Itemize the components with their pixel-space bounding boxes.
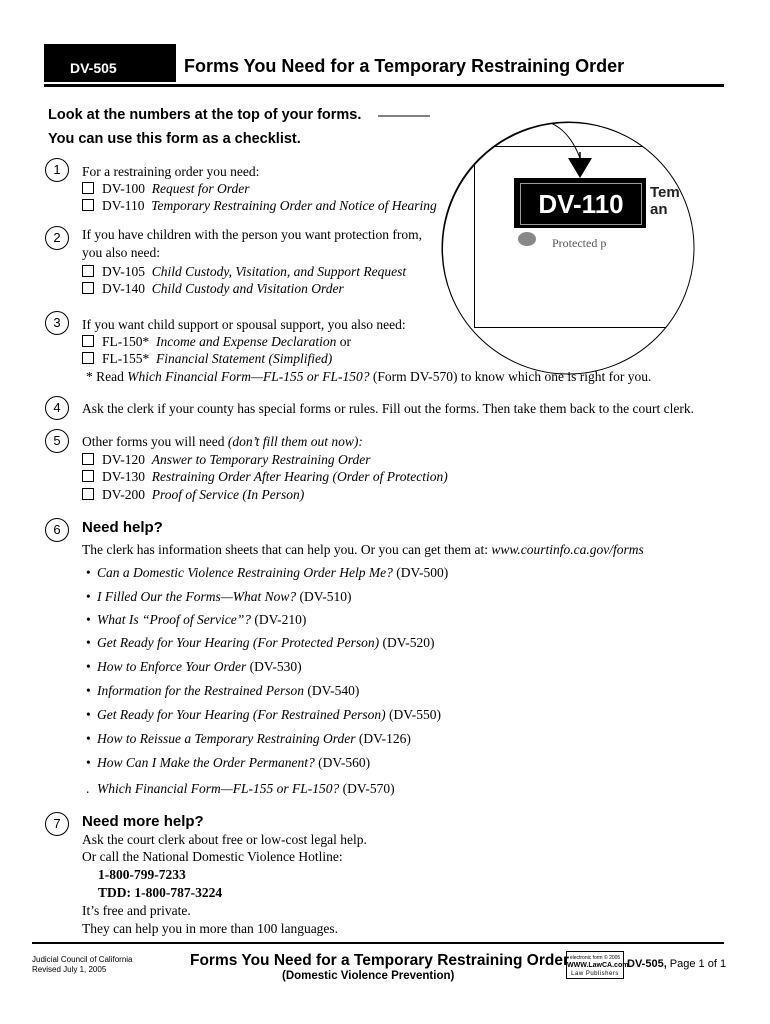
checklist-item[interactable]: DV-105 Child Custody, Visitation, and Support Request bbox=[82, 263, 406, 280]
s7-line-4: They can help you in more than 100 languages. bbox=[82, 921, 339, 936]
info-sheet-item bbox=[86, 612, 306, 628]
bullet-icon: • bbox=[86, 612, 91, 627]
step-number-6: 6 bbox=[45, 518, 69, 542]
info-sheet-code: (DV-500) bbox=[392, 565, 449, 580]
checklist-item[interactable]: DV-120 Answer to Temporary Restraining Order bbox=[82, 451, 371, 468]
info-sheet-code: (DV-126) bbox=[355, 731, 411, 746]
checkbox[interactable] bbox=[82, 182, 94, 194]
checkbox[interactable] bbox=[82, 352, 94, 364]
section-heading-need-help: Need help? bbox=[82, 519, 163, 536]
info-sheet-item bbox=[86, 589, 352, 605]
checklist-item[interactable]: DV-140 Child Custody and Visitation Order bbox=[82, 280, 344, 297]
bullet-icon: • bbox=[86, 565, 91, 580]
checklist-item[interactable]: DV-100 Request for Order bbox=[82, 180, 250, 197]
footer-subtitle: (Domestic Violence Prevention) bbox=[282, 970, 455, 982]
checkbox[interactable] bbox=[82, 470, 94, 482]
intro-line-2: You can use this form as a checklist. bbox=[48, 131, 301, 147]
info-sheet-item bbox=[86, 781, 395, 797]
info-sheet-code: (DV-550) bbox=[385, 707, 441, 722]
magnified-badge-code: DV-110 bbox=[520, 183, 642, 225]
bullet-icon: • bbox=[86, 707, 91, 722]
checkbox[interactable] bbox=[82, 282, 94, 294]
info-sheet-title: How to Reissue a Temporary Restraining Order bbox=[97, 731, 356, 746]
info-sheet-title: I Filled Our the Forms—What Now? bbox=[97, 589, 297, 604]
info-sheet-item bbox=[86, 635, 434, 651]
info-sheet-item bbox=[86, 731, 411, 747]
info-sheet-item bbox=[86, 707, 441, 723]
info-sheet-code: (DV-210) bbox=[250, 612, 307, 627]
bullet-icon: • bbox=[86, 755, 91, 770]
courtinfo-link[interactable]: www.courtinfo.ca.gov/forms bbox=[491, 542, 644, 557]
info-sheet-title: Information for the Restrained Person bbox=[97, 683, 304, 698]
info-sheet-title: How to Enforce Your Order bbox=[97, 659, 247, 674]
form-code: DV-505 bbox=[70, 60, 117, 76]
info-sheet-title: Which Financial Form—FL-155 or FL-150? bbox=[97, 781, 340, 796]
bullet-icon: • bbox=[86, 659, 91, 674]
checkbox[interactable] bbox=[82, 488, 94, 500]
s4-text: Ask the clerk if your county has special forms or rules. Fill out the forms. Then take them back to the court clerk. bbox=[82, 401, 694, 416]
checkbox[interactable] bbox=[82, 265, 94, 277]
footer-publisher-info: Judicial Council of California Revised July 1, 2005 bbox=[32, 955, 133, 974]
hotline-phone[interactable]: 1-800-799-7233 bbox=[98, 867, 186, 882]
checkbox[interactable] bbox=[82, 453, 94, 465]
header-rule bbox=[44, 84, 724, 87]
checklist-item[interactable]: FL-150* Income and Expense Declaration or bbox=[82, 333, 351, 350]
step-number-1: 1 bbox=[45, 158, 69, 182]
step-number-3: 3 bbox=[45, 311, 69, 335]
s5-lead: Other forms you will need (don’t fill them out now): bbox=[82, 434, 363, 449]
bullet-icon: . bbox=[86, 781, 90, 796]
info-sheet-item bbox=[86, 659, 302, 675]
s6-lead: The clerk has information sheets that can help you. Or you can get them at: www.courtinfo.ca.gov/forms bbox=[82, 542, 644, 557]
s2-lead-1: If you have children with the person you want protection from, bbox=[82, 227, 423, 242]
checklist-item[interactable]: DV-200 Proof of Service (In Person) bbox=[82, 486, 304, 503]
intro-line-1: Look at the numbers at the top of your forms. bbox=[48, 107, 362, 123]
s3-lead: If you want child support or spousal support, you also need: bbox=[82, 317, 406, 332]
magnified-text-fragment: Protected p bbox=[552, 236, 607, 250]
info-sheet-title: Can a Domestic Violence Restraining Order Help Me? bbox=[97, 565, 393, 580]
footer-title: Forms You Need for a Temporary Restraining Order bbox=[190, 952, 569, 969]
info-sheet-item bbox=[86, 565, 448, 581]
footer-rule bbox=[32, 942, 724, 944]
checkbox[interactable] bbox=[82, 199, 94, 211]
info-sheet-code: (DV-560) bbox=[314, 755, 371, 770]
info-sheet-code: (DV-510) bbox=[296, 589, 352, 604]
info-sheet-title: Get Ready for Your Hearing (For Protected Person) bbox=[97, 635, 380, 650]
info-sheet-code: (DV-520) bbox=[379, 635, 435, 650]
hotline-tdd[interactable]: TDD: 1-800-787-3224 bbox=[98, 885, 223, 900]
info-sheet-item bbox=[86, 755, 370, 771]
info-sheet-item bbox=[86, 683, 359, 699]
s2-lead-2: you also need: bbox=[82, 245, 160, 260]
magnified-title-fragment: Tem an bbox=[650, 184, 680, 218]
bullet-icon: • bbox=[86, 683, 91, 698]
info-sheet-title: Get Ready for Your Hearing (For Restrained Person) bbox=[97, 707, 386, 722]
bullet-icon: • bbox=[86, 731, 91, 746]
info-sheet-code: (DV-570) bbox=[339, 781, 395, 796]
checklist-item[interactable]: DV-130 Restraining Order After Hearing (Order of Protection) bbox=[82, 468, 448, 485]
section-heading-need-more-help: Need more help? bbox=[82, 813, 204, 830]
s7-line-1: Ask the court clerk about free or low-cost legal help. bbox=[82, 832, 367, 847]
step-number-4: 4 bbox=[45, 396, 69, 420]
info-sheet-code: (DV-540) bbox=[303, 683, 360, 698]
publisher-stamp: electronic form © 2005 WWW.LawCA.com Law Publishers bbox=[566, 951, 624, 979]
step-number-2: 2 bbox=[45, 226, 69, 250]
checklist-item[interactable]: FL-155* Financial Statement (Simplified) bbox=[82, 350, 332, 367]
step-number-7: 7 bbox=[45, 812, 69, 836]
info-sheet-title: What Is “Proof of Service”? bbox=[97, 612, 251, 627]
s7-line-2: Or call the National Domestic Violence Hotline: bbox=[82, 849, 343, 864]
s1-lead: For a restraining order you need: bbox=[82, 164, 260, 179]
s3-note: * Read Which Financial Form—FL-155 or FL-150? (Form DV-570) to know which one is right for you. bbox=[86, 369, 652, 384]
step-number-5: 5 bbox=[45, 429, 69, 453]
info-sheet-title: How Can I Make the Order Permanent? bbox=[97, 755, 315, 770]
magnifier-mask bbox=[430, 110, 770, 390]
bullet-icon: • bbox=[86, 589, 91, 604]
page-number: DV-505, Page 1 of 1 bbox=[627, 958, 727, 970]
checkbox[interactable] bbox=[82, 335, 94, 347]
page-title: Forms You Need for a Temporary Restraining Order bbox=[184, 56, 625, 76]
info-sheet-code: (DV-530) bbox=[246, 659, 302, 674]
s7-line-3: It’s free and private. bbox=[82, 903, 191, 918]
bullet-icon: • bbox=[86, 635, 91, 650]
checklist-item[interactable]: DV-110 Temporary Restraining Order and Notice of Hearing bbox=[82, 197, 437, 214]
